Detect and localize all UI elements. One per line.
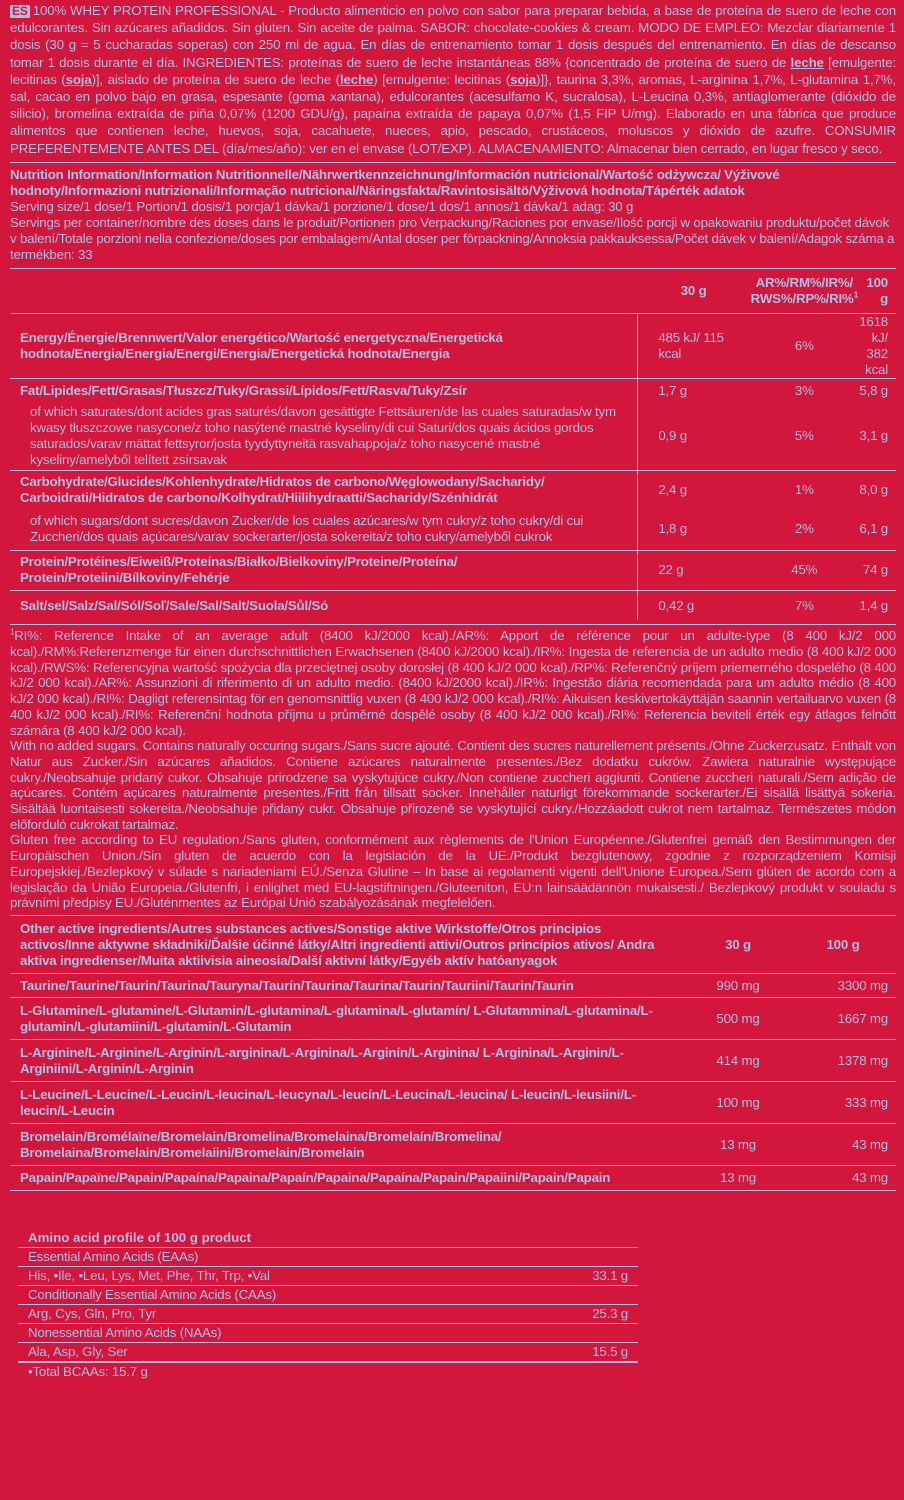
bcaa-row (18, 1363, 638, 1381)
nutrient-ri: 2% (794, 521, 814, 537)
active-100g: 333 mg (844, 1094, 888, 1110)
col-100g: 100 g (866, 274, 888, 306)
nutrient-label: of which sugars/dont sucres/davon Zucker/de los cuales azúcares/w tym cukry/z toho cukry/di cui Zuccheri/dos quais açúcares/varav sockerarter/josta sokereita/z toho cukry/amelyből cukrok (30, 513, 584, 545)
nutrition-row-salt (10, 590, 896, 620)
col-ri (749, 269, 859, 314)
nutrient-100g: 6,1 g (859, 521, 888, 537)
divider (10, 1190, 896, 1191)
allergen-leche: leche (790, 54, 824, 70)
footnote-text: RI%: Reference Intake of an average adult (8400 kJ/2000 kcal)./AR%: Apport de référence pour un adulte-type (8 400 kJ/2 000 kcal)./RM%:Referenzmenge für einen durchschnittlichen Erwachsenen (8400 kJ/2000 kcal)./IR%: Ingesta de referencia de un adulto medio (8 400 kJ/2 000 kcal)./RWS%: Referencyjna wartość spożycia dla przeciętnej osoby dorosłej (8 400 kJ/2 000 kcal)./RP%: Referenčný príjem priemerného dospelého (8 400 kJ/2 000 kcal)./AR%: Assunzioni di riferimento di un adulto medio. (8400 kJ/2000 kcal)./IR%: Ingestão diária recomendada para um adulto médio (8 400 kJ/2 000 kcal)./RI%: Dagligt referensintag för en genomsnittlig vuxen (8 400 kJ/2 000 kcal)./RI%: Aikuisen keskivertokäyttäjän saannin vertailuarvo vuxen (8 400 kJ/2 000 kcal)./RI%: Referenční hodnota příjmu u průměrné dospělé osoby (8 400 kJ/2 000 kcal)./RI%: Referencia beviteli érték egy átlagos felnőtt számára (8 400 kJ/2 000 kcal). (10, 628, 896, 738)
active-ingredients-table (10, 916, 896, 1190)
nutrient-ri: 6% (794, 337, 814, 353)
active-label: Bromelain/Bromélaïne/Bromelain/Bromelina/Bromelaina/Bromelaín/Bromelina/ Bromelaina/Bromelain/Bromelaiini/Bromelain/Bromelain (20, 1128, 502, 1160)
ingredients-part: )]}, taurina 3,3%, aromas, L-arginina 1,7%, L-glutamina 1,7%, sal, cacao en polvo bajo en grasa, espesante (goma xantana), edulcorantes (acesulfamo K, sucralosa), L-Leucina 0,3%, antiaglomerante (dióxido de silicio), bromelina extraída de piña 0,07% (1200 GDU/g), papaína extraída de papaya 0,07% (1,5 FIP U/mg). Elaborado en una fábrica que produce alimentos que contienen leche, huevos, soja, cacahuete, nueces, apio, pescado, crustáceos, moluscos y dióxido de azufre. CONSUMIR PREFERENTEMENTE ANTES DEL (día/mes/año): ver en el envase (LOT/EXP). ALMACENAMIENTO: Almacenar bien cerrado, en lugar fresco y seco. (10, 71, 896, 156)
nutrition-row-fat (10, 378, 896, 402)
active-row-bromelain (10, 1124, 896, 1166)
active-100g: 43 mg (852, 1136, 888, 1152)
active-30g: 990 mg (716, 977, 760, 993)
nutrient-30g: 22 g (638, 550, 750, 590)
nutrient-label: Energy/Énergie/Brennwert/Valor energético/Wartość energetyczna/Energetická hodnota/Energia/Energia/Energi/Energia/Energetická hodnota/Energia (20, 329, 503, 361)
amino-list: Arg, Cys, Gln, Pro, Tyr (28, 1305, 157, 1321)
active-30g: 500 mg (716, 1010, 760, 1026)
amino-group-name (18, 1286, 638, 1304)
divider (10, 162, 896, 163)
amino-list: His, •Ile, •Leu, Lys, Met, Phe, Thr, Trp, •Val (28, 1267, 270, 1283)
active-30g: 100 mg (716, 1094, 760, 1110)
active-label: Papain/Papaïne/Papain/Papaína/Papaina/Papaín/Papaina/Papaína/Papain/Papaiini/Papain/Papain (20, 1170, 611, 1186)
amino-group-list (18, 1304, 638, 1323)
footnote-sup: 1 (10, 627, 15, 637)
amino-title: Amino acid profile of 100 g product (28, 1229, 252, 1245)
amino-value: 33.1 g (592, 1267, 628, 1283)
amino-group-name (18, 1248, 638, 1266)
nutrition-row-protein (10, 550, 896, 590)
nutrition-row-saturates (10, 402, 896, 470)
nutrient-100g: 74 g (862, 562, 888, 578)
nutrient-label: of which saturates/dont acides gras saturés/davon gesättigte Fettsäuren/de las cuales saturadas/w tym kwasy tłuszczowe nasycone/z toho nasýtené mastné kyseliny/di cui Saturi/dos quais ácidos gordos saturados/varav mättat fettsyror/josta tyydyttyneitä rasvahappoja/z toho nasycené mastné kyseliny/amelyből telített zsírsavak (30, 404, 616, 468)
nutrient-100g: 5,8 g (859, 382, 888, 398)
sugars-statement: With no added sugars. Contains naturally occuring sugars./Sans sucre ajouté. Contient des sucres naturellement présents./Ohne Zuckerzusatz. Enthält von Natur aus Zucker./Sin azúcares añadidos. Contiene azúcares naturalmente presentes./Bez dodatku cukrów. Zawiera naturalnie występujące cukry./Neobsahuje pridaný cukor. Obsahuje prirodzene sa vyskytujúce cukry./Non contiene zuccheri aggiunti. Contiene zuccheri naturali./Sem adição de açúcares. Contém açúcares naturalmente presentes./Fritt från tillsatt socker. Innehåller naturligt förekommande sockerarter./Ei sisällä lisättyä sokeria. Sisältää luontaisesti sokereita./Neobsahuje přidaný cukr. Obsahuje přirozeně se vyskytující cukry./Hozzáadott cukrot nem tartalmaz. Természetes módon előforduló cukrokat tartalmaz. (10, 738, 896, 832)
nutrient-ri: 7% (794, 597, 814, 613)
amino-value: 25.3 g (592, 1305, 628, 1321)
active-header-row (10, 916, 896, 974)
amino-group-label: Nonessential Amino Acids (NAAs) (28, 1324, 222, 1340)
amino-group-name (18, 1324, 638, 1342)
col-30g: 30 g (680, 282, 707, 298)
nutrient-30g: 1,8 g (638, 508, 750, 550)
active-100g: 1667 mg (837, 1010, 888, 1026)
nutrient-30g: 2,4 g (638, 470, 750, 508)
active-30g: 13 mg (720, 1136, 756, 1152)
active-30g: 414 mg (716, 1052, 760, 1068)
active-100g: 1378 mg (837, 1052, 888, 1068)
nutrition-row-energy (10, 313, 896, 378)
active-title: Other active ingredients/Autres substances actives/Sonstige aktive Wirkstoffe/Otros principios activos/Inne aktywne składniki/Ďalšie účinné látky/Altri ingredienti attivi/Outros princípios ativos/ Andra aktiva ingredienser/Muita aktiivisia aineosia/Další aktivní látky/Egyéb aktív hatóanyagok (20, 920, 655, 968)
amino-list: Ala, Asp, Gly, Ser (28, 1343, 128, 1359)
nutrient-100g: 1,4 g (859, 597, 888, 613)
active-row-leucine (10, 1082, 896, 1124)
nutrient-ri: 3% (794, 382, 814, 398)
amino-group-caa (18, 1285, 638, 1323)
nutrition-title: Nutrition Information/Information Nutritionnelle/Nährwertkennzeichnung/Información nutricional/Wartość odżywcza/ Výživové hodnoty/Informazioni nutrizionali/Informação nutricional/Näringsfakta/Ravintosisältö/Výživová hodnota/Tápérték adatok (10, 166, 780, 198)
amino-group-list (18, 1266, 638, 1285)
nutrient-30g: 485 kJ/ 115 kcal (638, 313, 750, 378)
allergen-soja: soja (510, 71, 537, 87)
amino-group-eaa (18, 1247, 638, 1285)
nutrient-label: Carbohydrate/Glucides/Kohlenhydrate/Hidratos de carbono/Węglowodany/Sacharidy/ Carboidrati/Hidratos de carbono/Kolhydrat/Hiilihydraatti/Sacharidy/Szénhidrát (20, 473, 545, 505)
amino-group-list (18, 1342, 638, 1361)
col-ri-label: AR%/RM%/IR%/ RWS%/RP%/RI% (750, 274, 854, 306)
nutrient-ri: 5% (794, 428, 814, 444)
nutrient-label: Fat/Lipides/Fett/Grasas/Tłuszcz/Tuky/Grassi/Lípidos/Fett/Rasva/Tuky/Zsír (20, 382, 467, 398)
amino-value: 15.5 g (592, 1343, 628, 1359)
active-label: L-Glutamine/L-glutamine/L-Glutamin/L-glutamina/L-glutamina/L-glutamín/ L-Glutammina/L-glutamina/L-glutamin/L-glutamiini/L-glutamin/L-Glutamin (20, 1002, 653, 1034)
ingredients-part: 100% WHEY PROTEIN PROFESSIONAL - Producto alimenticio en polvo con sabor para preparar bebida, a base de proteína de suero de leche con edulcorantes. Sin azúcares añadidos. Sin gluten. Sin aceite de palma. SABOR: chocolate-cookies & cream. MODO DE EMPLEO: Mezclar diariamente 1 dosis (30 g = 5 cucharadas soperas) con 250 ml de agua. En días de entrenamiento tomar 1 dosis después del entrenamiento. En días de descanso tomar 1 dosis durante el día. INGREDIENTES: proteínas de suero de leche instantáneas 88% {concentrado de proteína de suero de (10, 3, 896, 70)
ingredients-part: )], aislado de proteína de suero de leche ( (91, 71, 340, 87)
active-row-taurine (10, 974, 896, 998)
active-label: Taurine/Taurine/Taurin/Taurina/Tauryna/Taurín/Taurina/Taurina/Taurin/Tauriini/Taurin/Taurin (20, 977, 574, 993)
col-30g: 30 g (725, 936, 751, 952)
amino-acid-profile (18, 1229, 638, 1381)
nutrient-100g: 3,1 g (859, 428, 888, 444)
nutrient-30g: 1,7 g (638, 378, 750, 402)
nutrient-label: Salt/sel/Salz/Sal/Sól/Soľ/Sale/Sal/Salt/Suola/Sůl/Só (20, 597, 329, 613)
total-bcaa: •Total BCAAs: 15.7 g (28, 1363, 148, 1379)
nutrition-header-row (10, 269, 896, 314)
active-30g: 13 mg (720, 1170, 756, 1186)
nutrient-30g: 0,42 g (638, 590, 750, 620)
nutrient-label: Protein/Protéines/Eiweiß/Proteínas/Białko/Bielkoviny/Proteine/Proteína/ Protein/Proteiini/Bílkoviny/Fehérje (20, 554, 458, 586)
amino-group-label: Conditionally Essential Amino Acids (CAAs) (28, 1286, 277, 1302)
amino-group-naa (18, 1323, 638, 1361)
active-row-papain (10, 1166, 896, 1190)
ingredients-part: ) [emulgente: lecitinas ( (373, 71, 511, 87)
ri-footnote (10, 628, 896, 738)
nutrition-row-sugars (10, 508, 896, 550)
allergen-soja: soja (65, 71, 92, 87)
servings-per-container: Servings per container/nombre des doses dans le produit/Portionen pro Verpackung/Raciones por envase/Ilość porcji w opakowaniu produktu/počet dávok v balení/Totale porzioni nella confezione/doses por embalagem/Antal doser per förpackning/Annoksia pakkauksessa/Počet dávek v balení/Adagok száma a termékben: 33 (10, 214, 895, 262)
active-label: L-Leucine/L-Leucine/L-Leucin/L-leucina/L-leucyna/L-leucín/L-Leucina/L-leucina/ L-leucin/L-leusiini/L-leucin/L-Leucin (20, 1086, 636, 1118)
allergen-leche: leche (339, 71, 374, 87)
col-ri-sup: 1 (853, 290, 858, 300)
nutrient-ri: 1% (794, 481, 814, 497)
nutrient-100g: 8,0 g (859, 481, 888, 497)
active-100g: 43 mg (852, 1170, 888, 1186)
nutrient-30g: 0,9 g (638, 402, 750, 470)
divider (10, 624, 896, 625)
ingredients-part: [emulgente: lecitinas ( (10, 54, 896, 87)
active-100g: 3300 mg (837, 977, 888, 993)
nutrition-table (10, 269, 896, 621)
active-label: L-Arginine/L-Arginine/L-Arginin/L-arginina/L-Arginina/L-Arginín/L-Arginina/ L-Arginina/L-Arginin/L-Arginiini/L-Arginin/L-Arginin (20, 1044, 624, 1076)
nutrient-ri: 45% (791, 562, 818, 578)
gluten-statement: Gluten free according to EU regulation./Sans gluten, conformément aux règlements de l'Union Européenne./Glutenfrei gemäß den Bestimmungen der Europäischen Union./Sin gluten de acuerdo con la legislación de la UE./Produkt bezglutenowy, zgodnie z rozporządzeniem Komisji Europejskiej./Bezlepkový v súlade s nariadeniami EÚ./Senza Glutine – In base ai regolamenti vigenti dell'Unione Europea./Sem glúten de acordo com a legislação da União Europeia./Glutenfri, i enlighet med EU-lagstiftningen./Gluteeniton, EU:n lainsäädännön mukaisesti./ Bezlepkový produkt v souladu s právními předpisy EU./Gluténmentes az Európai Unió szabályozásának megfelelően. (10, 832, 896, 911)
language-badge: ES (12, 4, 28, 18)
active-row-glutamine (10, 998, 896, 1040)
serving-size: Serving size/1 dose/1 Portion/1 dosis/1 porcja/1 dávka/1 porzione/1 dose/1 dos/1 annos/1 dávka/1 adag: 30 g (10, 198, 634, 214)
col-100g: 100 g (826, 936, 860, 952)
active-row-arginine (10, 1040, 896, 1082)
nutrition-row-carbohydrate (10, 470, 896, 508)
amino-group-label: Essential Amino Acids (EAAs) (28, 1248, 199, 1264)
ingredients-text (10, 2, 896, 157)
nutrient-100g: 1618 kJ/ 382 kcal (859, 313, 888, 377)
